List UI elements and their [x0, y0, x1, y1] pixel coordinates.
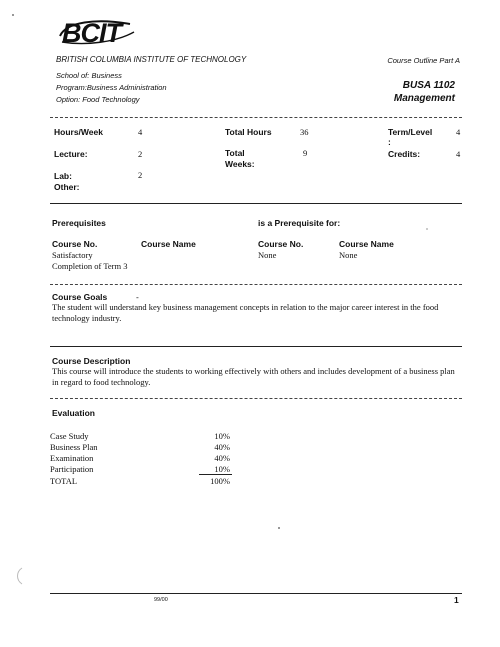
- left-course-name-header: Course Name: [141, 239, 196, 249]
- scan-speck: [12, 14, 14, 16]
- prereq-divider: [50, 284, 462, 285]
- evaluation-item-value: 10%: [214, 464, 230, 474]
- lecture-label: Lecture:: [54, 149, 88, 159]
- evaluation-row: [50, 431, 240, 442]
- option-line: Option: Food Technology: [56, 95, 140, 104]
- other-label: Other:: [54, 182, 80, 192]
- header-divider: [50, 117, 462, 118]
- evaluation-item-name: Participation: [50, 464, 94, 474]
- evaluation-row: [50, 453, 240, 464]
- right-course-no-value: None: [258, 250, 277, 260]
- evaluation-item-name: Examination: [50, 453, 94, 463]
- term-level-value: 4: [456, 127, 461, 137]
- scan-speck: [426, 228, 428, 230]
- lab-label: Lab:: [54, 171, 72, 181]
- bcit-logo: [56, 16, 136, 50]
- outline-part: Course Outline Part A: [387, 56, 460, 65]
- course-goals-text: The student will understand key business management concepts in relation to the major career interest in the food technology industry.: [52, 302, 439, 323]
- evaluation-item-name: Case Study: [50, 431, 89, 441]
- footer-date: 99/00: [154, 597, 168, 603]
- hours-week-value: 4: [138, 127, 143, 137]
- goals-dash: -: [136, 292, 139, 302]
- lecture-value: 2: [138, 149, 143, 159]
- course-description-heading: Course Description: [52, 356, 131, 366]
- prereq-line-1: Satisfactory: [52, 250, 93, 260]
- evaluation-total-label: TOTAL: [50, 476, 78, 486]
- evaluation-item-value: 40%: [214, 453, 230, 463]
- prerequisites-heading: Prerequisites: [52, 218, 106, 228]
- footer-page-number: 1: [454, 595, 459, 605]
- total-hours-label: Total Hours: [225, 127, 272, 137]
- program-line: Program:Business Administration: [56, 83, 167, 92]
- right-course-name-value: None: [339, 250, 358, 260]
- institute-name: BRITISH COLUMBIA INSTITUTE OF TECHNOLOGY: [56, 55, 247, 64]
- total-weeks-label-2: Weeks:: [225, 159, 255, 169]
- prereq-line-2: Completion of Term 3: [52, 261, 128, 271]
- total-underline: [199, 474, 232, 475]
- total-hours-value: 36: [300, 127, 309, 137]
- evaluation-item-value: 40%: [214, 442, 230, 452]
- left-course-no-header: Course No.: [52, 239, 98, 249]
- credits-label: Credits:: [388, 149, 421, 159]
- credits-value: 4: [456, 149, 461, 159]
- lab-value: 2: [138, 170, 143, 180]
- hours-divider: [50, 203, 462, 204]
- course-title: Management: [393, 93, 455, 104]
- right-course-no-header: Course No.: [258, 239, 304, 249]
- description-divider: [50, 398, 462, 399]
- school-line: School of: Business: [56, 71, 122, 80]
- goals-divider: [50, 346, 462, 347]
- course-goals-heading: Course Goals: [52, 292, 108, 302]
- is-prerequisite-heading: is a Prerequisite for:: [258, 218, 341, 228]
- evaluation-row: [50, 442, 240, 453]
- course-code: BUSA 1102: [402, 80, 455, 91]
- scan-speck: [278, 527, 280, 529]
- total-weeks-value: 9: [303, 148, 308, 158]
- term-level-colon: :: [388, 137, 391, 147]
- evaluation-heading: Evaluation: [52, 408, 95, 418]
- total-weeks-label-1: Total: [225, 148, 245, 158]
- evaluation-total-row: [50, 476, 240, 487]
- right-course-name-header: Course Name: [339, 239, 394, 249]
- hours-week-label: Hours/Week: [54, 127, 103, 137]
- footer-divider: [50, 593, 462, 594]
- scan-mark-icon: [14, 566, 24, 586]
- course-description-text: This course will introduce the students to working effectively with others and includes development of a business plan in regard to food technology.: [52, 366, 455, 387]
- evaluation-item-name: Business Plan: [50, 442, 98, 452]
- evaluation-total-value: 100%: [210, 476, 230, 486]
- logo-text: BCIT: [62, 18, 121, 48]
- term-level-label: Term/Level: [388, 127, 433, 137]
- evaluation-item-value: 10%: [214, 431, 230, 441]
